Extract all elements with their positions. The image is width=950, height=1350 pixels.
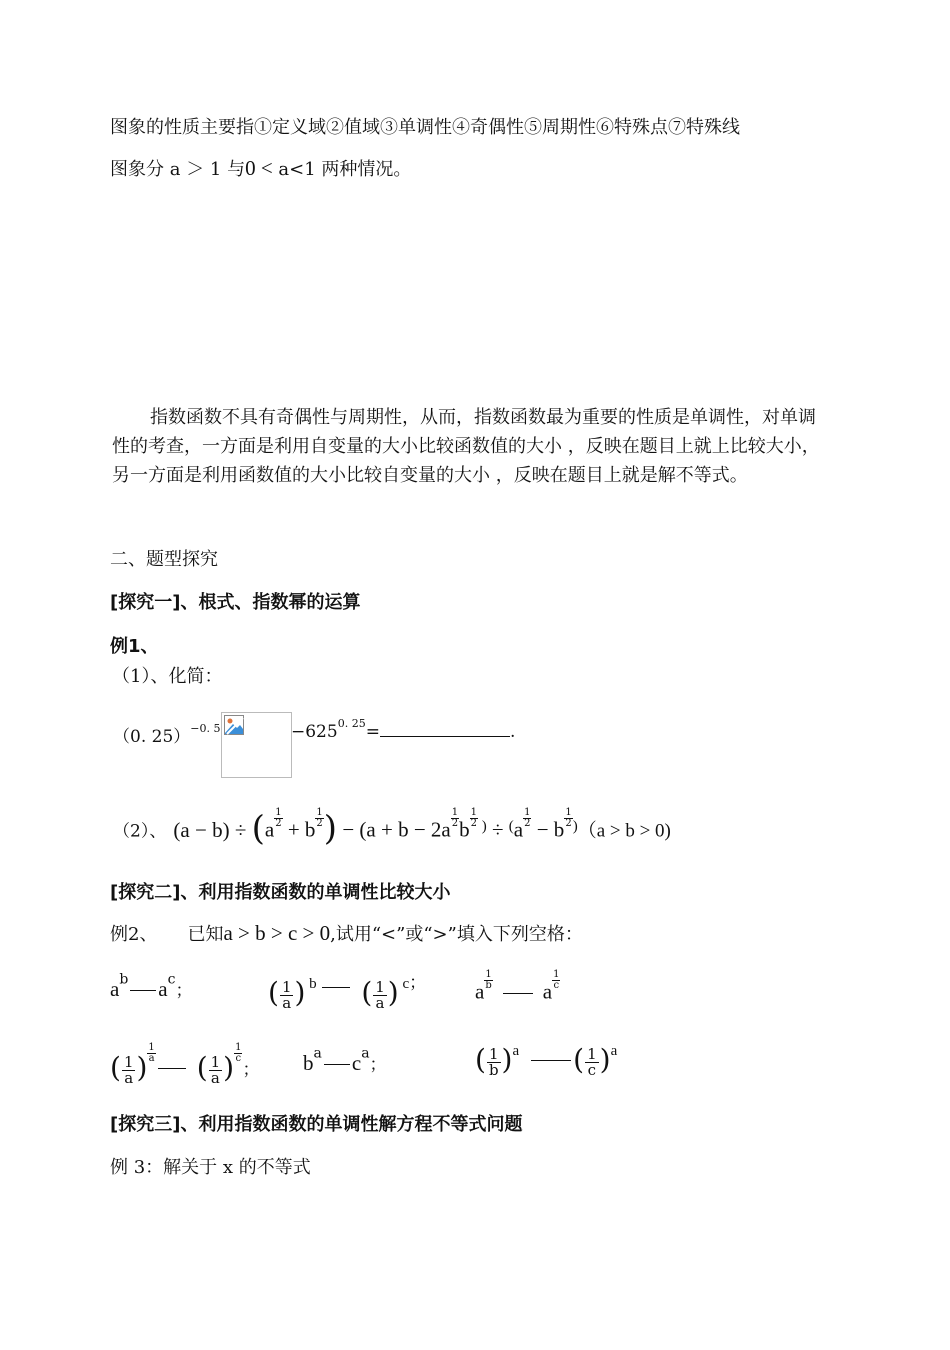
intro-line-2-a: 图象分 a — [110, 159, 187, 180]
fill-blank[interactable] — [130, 990, 156, 991]
expression-1 — [113, 722, 235, 747]
expr-eq: = — [365, 722, 380, 742]
embedded-image-placeholder — [221, 712, 292, 778]
explore1-heading: [探究一]、根式、指数幂的运算 — [110, 592, 361, 613]
compare-5: $b^a$ $c^a$； — [303, 1045, 387, 1075]
intro-gt: ＞ — [186, 159, 205, 180]
compare-1: $a^b$ $a^c$； — [110, 971, 193, 1001]
explore3-heading: [探究三]、利用指数函数的单调性解方程不等式问题 — [110, 1114, 523, 1135]
fill-blank[interactable] — [531, 1060, 571, 1061]
compare-4: ( $\frac{1}{a}$ ) $\frac{1}{a}$ ( $\frac{1}{a}$ ) $\frac{1}{c}$ ； — [110, 1042, 260, 1087]
expr-end: . — [509, 722, 516, 742]
expression-1-tail — [291, 717, 516, 742]
example2-line — [110, 920, 583, 946]
expr-exponent: −0. 5 — [190, 722, 221, 736]
example2-math: a > b > c > 0 — [223, 921, 331, 945]
monotonicity-paragraph: 指数函数不具有奇偶性与周期性，从而，指数函数最为重要的性质是单调性，对单调性的考查，一方面是利用自变量的大小比较函数值的大小 ，反映在题目上就上比较大小，另一方面是利用函数值的大小比较自变量的大小 ，反映在题目上就是解不等式。 — [112, 407, 820, 486]
explore2-heading: [探究二]、利用指数函数的单调性比较大小 — [110, 882, 451, 903]
intro-line-2 — [110, 155, 411, 181]
fill-blank[interactable] — [158, 1068, 186, 1069]
expr-exponent-2: 0. 25 — [337, 717, 366, 731]
example1-sub2: （2）、 — [113, 821, 167, 842]
broken-image-icon — [224, 715, 244, 735]
expr-mid: −625 — [291, 722, 338, 742]
compare-2: ( $\frac{1}{a}$ ) b ( $\frac{1}{a}$ ) c； — [268, 973, 427, 1012]
example3-text: 例 3：解关于 x 的不等式 — [110, 1157, 311, 1178]
section-title: 二、题型探究 — [110, 549, 218, 570]
expression-2: （2）、 (a − b) ÷ (a $\frac{1}{2}$ + b $\frac{1}{2}$ ) − (a + b − 2a $\frac{1}{2}$ b $\frac{1}{2}$ ) ÷ (a $\frac{1}{2}$ − b $\frac{1}{2}$ )（a > b > 0) — [113, 807, 671, 849]
intro-line-2-b: 1 与 — [204, 159, 246, 180]
example2-text-b: ,试用“<”或“>”填入下列空格： — [330, 924, 583, 945]
fill-blank[interactable] — [503, 993, 533, 994]
fill-blank[interactable] — [322, 987, 350, 988]
fill-blank[interactable] — [324, 1064, 350, 1065]
example1-sub1: （1）、化简： — [112, 666, 223, 687]
example2-text-a: 已知 — [187, 924, 224, 945]
example2-label: 例2、 — [110, 924, 158, 945]
intro-math: 0 < — [245, 156, 273, 180]
example1-label: 例1、 — [110, 636, 159, 657]
answer-blank[interactable] — [380, 722, 510, 737]
intro-line-2-c: a<1 两种情况。 — [272, 159, 412, 180]
compare-6: ( $\frac{1}{b}$ )a ( $\frac{1}{c}$ )a — [475, 1043, 618, 1079]
compare-3: a $\frac{1}{b}$ a $\frac{1}{c}$ — [475, 969, 560, 1004]
condition: （a > b > 0) — [577, 820, 671, 842]
expr-base: （0. 25） — [113, 727, 191, 747]
intro-line-1: 图象的性质主要指①定义域②值域③单调性④奇偶性⑤周期性⑥特殊点⑦特殊线 — [110, 117, 740, 138]
